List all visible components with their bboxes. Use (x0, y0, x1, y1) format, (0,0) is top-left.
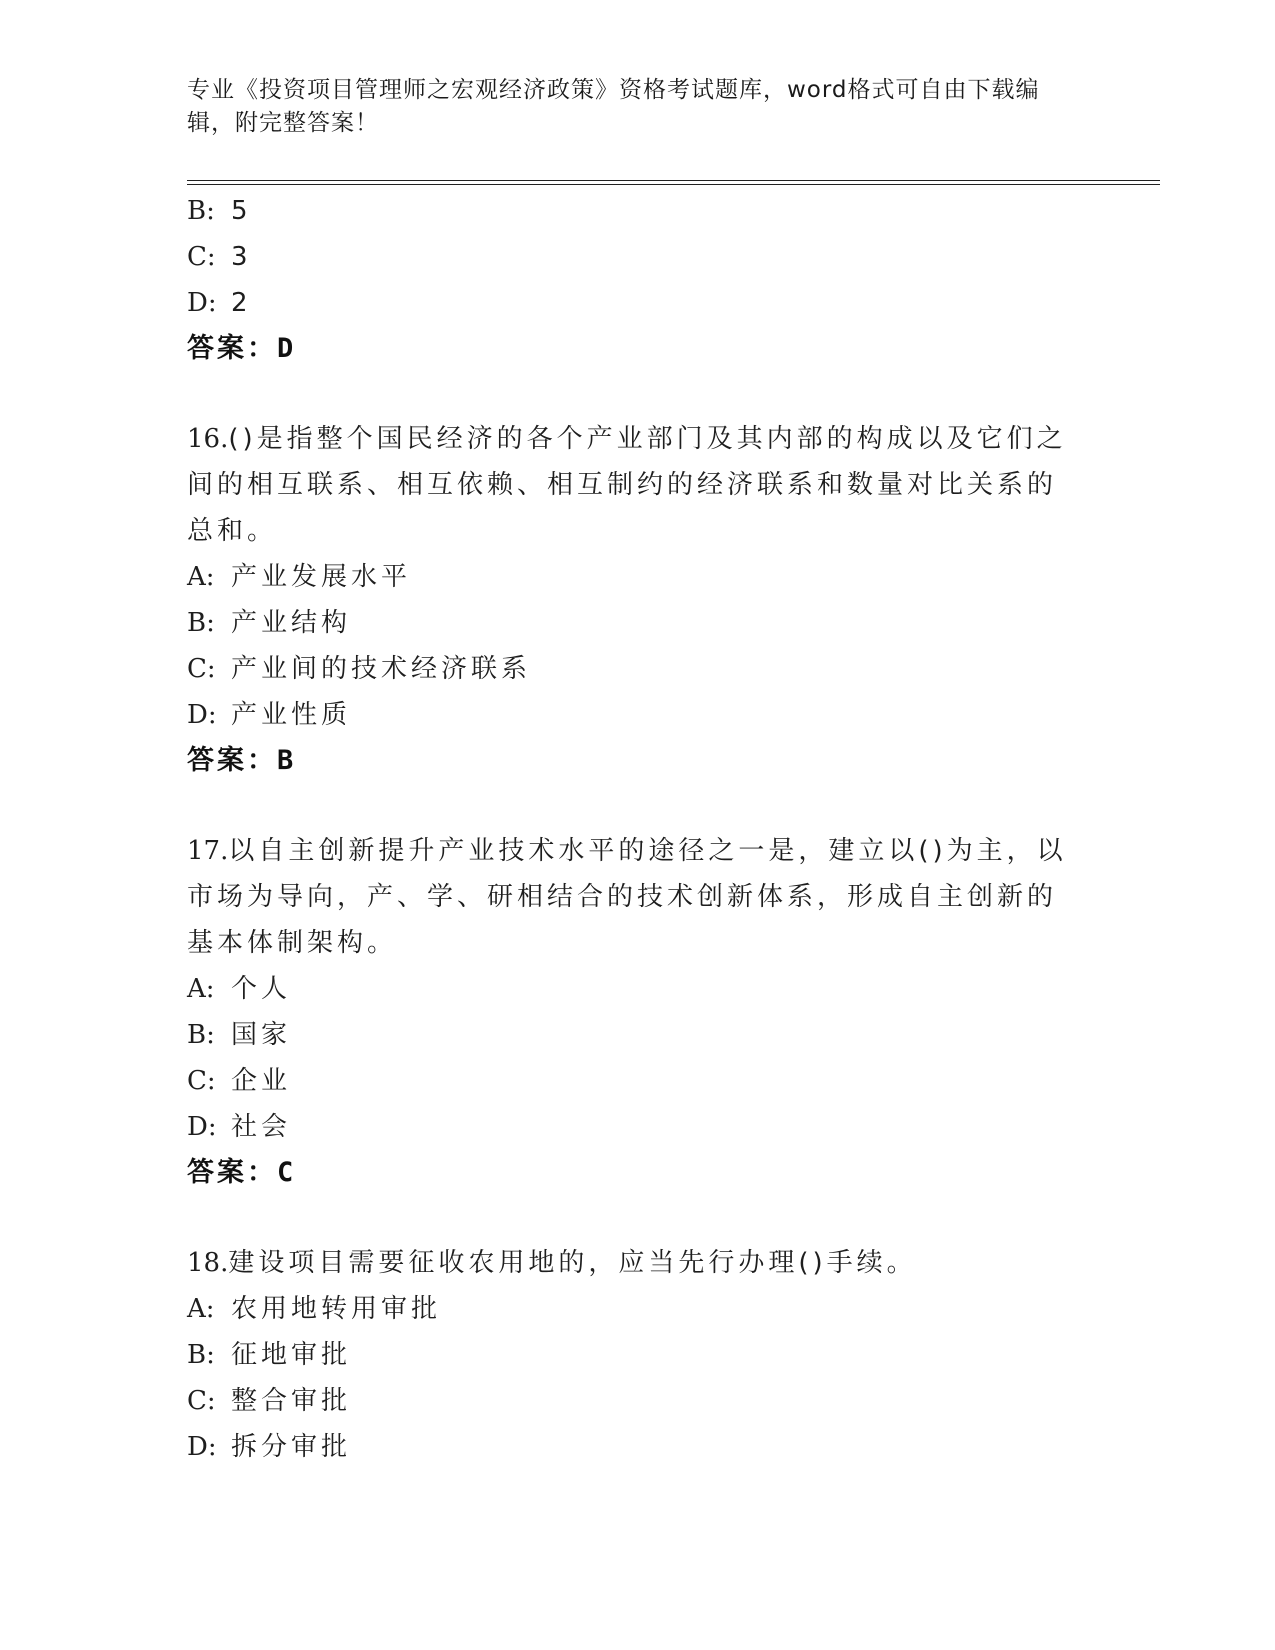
option-row (187, 1058, 1087, 1104)
question-number: 16. (187, 424, 229, 454)
answer-value: D (277, 333, 295, 364)
option-letter: B: (187, 608, 215, 638)
question-text: 建设项目需要征收农用地的，应当先行办理()手续。 (228, 1248, 917, 1278)
option-text: 5 (231, 196, 252, 226)
question-stem (187, 828, 1067, 966)
option-letter: D: (187, 288, 217, 318)
option-text: 3 (231, 242, 252, 272)
option-letter: C: (187, 654, 216, 684)
previous-question-options (187, 188, 1087, 372)
question-17 (187, 828, 1087, 1196)
option-letter: A: (187, 974, 215, 1004)
header-divider-bottom (187, 184, 1160, 185)
answer-value: B (277, 745, 295, 776)
question-text: ()是指整个国民经济的各个产业部门及其内部的构成以及它们之间的相互联系、相互依赖、相互制约的经济联系和数量对比关系的总和。 (187, 424, 1067, 546)
document-header: 专业《投资项目管理师之宏观经济政策》资格考试题库，word格式可自由下载编辑，附完整答案！ (187, 77, 1040, 136)
option-row (187, 280, 1087, 326)
option-letter: D: (187, 1432, 217, 1462)
option-text: 产业间的技术经济联系 (231, 654, 532, 684)
option-row (187, 1332, 1087, 1378)
option-text: 个人 (231, 974, 292, 1004)
option-row (187, 1012, 1087, 1058)
option-row (187, 966, 1087, 1012)
option-text: 整合审批 (231, 1386, 352, 1416)
option-text: 拆分审批 (231, 1432, 352, 1462)
option-letter: B: (187, 196, 215, 226)
option-letter: B: (187, 1020, 215, 1050)
answer-label: 答案： (187, 333, 277, 364)
option-text: 征地审批 (231, 1340, 352, 1370)
option-letter: D: (187, 1112, 217, 1142)
option-row (187, 1378, 1087, 1424)
option-row (187, 646, 1087, 692)
option-text: 农用地转用审批 (231, 1294, 442, 1324)
question-number: 18. (187, 1248, 229, 1278)
question-list (187, 188, 1087, 1470)
option-row (187, 692, 1087, 738)
option-text: 产业发展水平 (231, 562, 412, 592)
answer-value: C (277, 1157, 295, 1188)
header-divider-top (187, 180, 1160, 181)
option-letter: B: (187, 1340, 215, 1370)
answer-line (187, 326, 1087, 372)
option-letter: C: (187, 1386, 216, 1416)
option-row (187, 554, 1087, 600)
option-letter: A: (187, 1294, 215, 1324)
option-text: 国家 (231, 1020, 292, 1050)
question-stem (187, 416, 1067, 554)
question-16 (187, 416, 1087, 784)
answer-label: 答案： (187, 1157, 277, 1188)
option-letter: D: (187, 700, 217, 730)
option-row (187, 1104, 1087, 1150)
answer-line (187, 1150, 1087, 1196)
option-row (187, 1286, 1087, 1332)
option-text: 产业性质 (231, 700, 352, 730)
option-letter: A: (187, 562, 215, 592)
answer-line (187, 738, 1087, 784)
option-row (187, 188, 1087, 234)
option-letter: C: (187, 1066, 216, 1096)
option-text: 社会 (231, 1112, 292, 1142)
option-row (187, 600, 1087, 646)
option-text: 企业 (231, 1066, 292, 1096)
option-letter: C: (187, 242, 216, 272)
question-18 (187, 1240, 1087, 1470)
option-row (187, 234, 1087, 280)
question-number: 17. (187, 836, 229, 866)
option-text: 产业结构 (231, 608, 352, 638)
option-row (187, 1424, 1087, 1470)
option-text: 2 (231, 288, 252, 318)
question-stem (187, 1240, 1067, 1286)
answer-label: 答案： (187, 745, 277, 776)
question-text: 以自主创新提升产业技术水平的途径之一是，建立以()为主，以市场为导向，产、学、研相结合的技术创新体系，形成自主创新的基本体制架构。 (187, 836, 1067, 958)
